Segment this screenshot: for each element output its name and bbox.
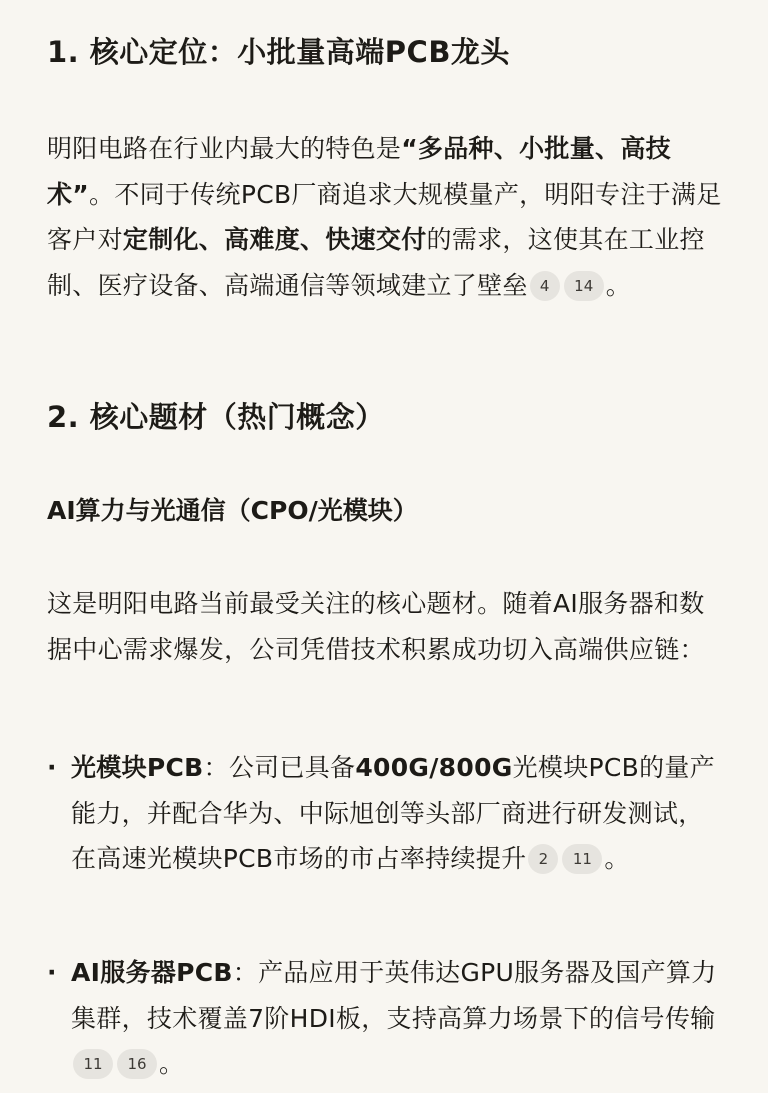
paragraph-core-positioning <box>47 126 727 308</box>
bullet-label: 光模块PCB <box>71 753 204 782</box>
citation-badge[interactable]: 11 <box>562 844 602 874</box>
para-bold: “多品种、小批量、高技术” <box>47 134 671 209</box>
para-text: 明阳电路在行业内最大的特色是 <box>47 134 402 163</box>
paragraph-ai-intro: 这是明阳电路当前最受关注的核心题材。随着AI服务器和数据中心需求爆发，公司凭借技术积累成功切入高端供应链： <box>47 589 705 664</box>
bullet-label: AI服务器PCB <box>71 958 233 987</box>
list-item-ai-server-pcb <box>47 950 717 1087</box>
bullet-text: ：公司已具备 <box>203 753 356 782</box>
citation-badge[interactable]: 2 <box>528 844 558 874</box>
list-item-optical-module-pcb <box>47 745 717 882</box>
para-bold: 定制化、高难度、快速交付 <box>122 225 427 254</box>
citation-badge[interactable]: 4 <box>530 271 560 301</box>
bullet-text: ：产品应用于英伟达GPU服务器及国产算力集群，技术覆盖7阶HDI板，支持高算力场景下的信号传输 <box>71 958 717 1033</box>
section-heading-core-positioning: 1. 核心定位：小批量高端PCB龙头 <box>47 35 510 69</box>
para-text: 的需求，这使其在工业控制、医疗设备、高端通信等领域建立了壁垒 <box>47 225 705 300</box>
bullet-text: 光模块PCB的量产能力，并配合华为、中际旭创等头部厂商进行研发测试，在高速光模块PCB市场的市占率持续提升 <box>71 753 715 873</box>
para-text: 。 <box>605 270 632 300</box>
bullet-dot: · <box>47 753 57 782</box>
citation-badge[interactable]: 11 <box>73 1049 113 1079</box>
bullet-text: 。 <box>159 1049 185 1078</box>
para-text: 。不同于传统PCB厂商追求大规模量产，明阳专注于满足客户对 <box>47 179 722 254</box>
subheading-ai-optical: AI算力与光通信（CPO/光模块） <box>47 496 418 525</box>
section-heading-core-themes: 2. 核心题材（热门概念） <box>47 400 385 434</box>
bullet-dot: · <box>47 958 57 987</box>
bullet-bold: 400G/800G <box>355 753 513 782</box>
citation-badge[interactable]: 14 <box>564 271 604 301</box>
bullet-text: 。 <box>604 844 630 873</box>
citation-badge[interactable]: 16 <box>117 1049 157 1079</box>
